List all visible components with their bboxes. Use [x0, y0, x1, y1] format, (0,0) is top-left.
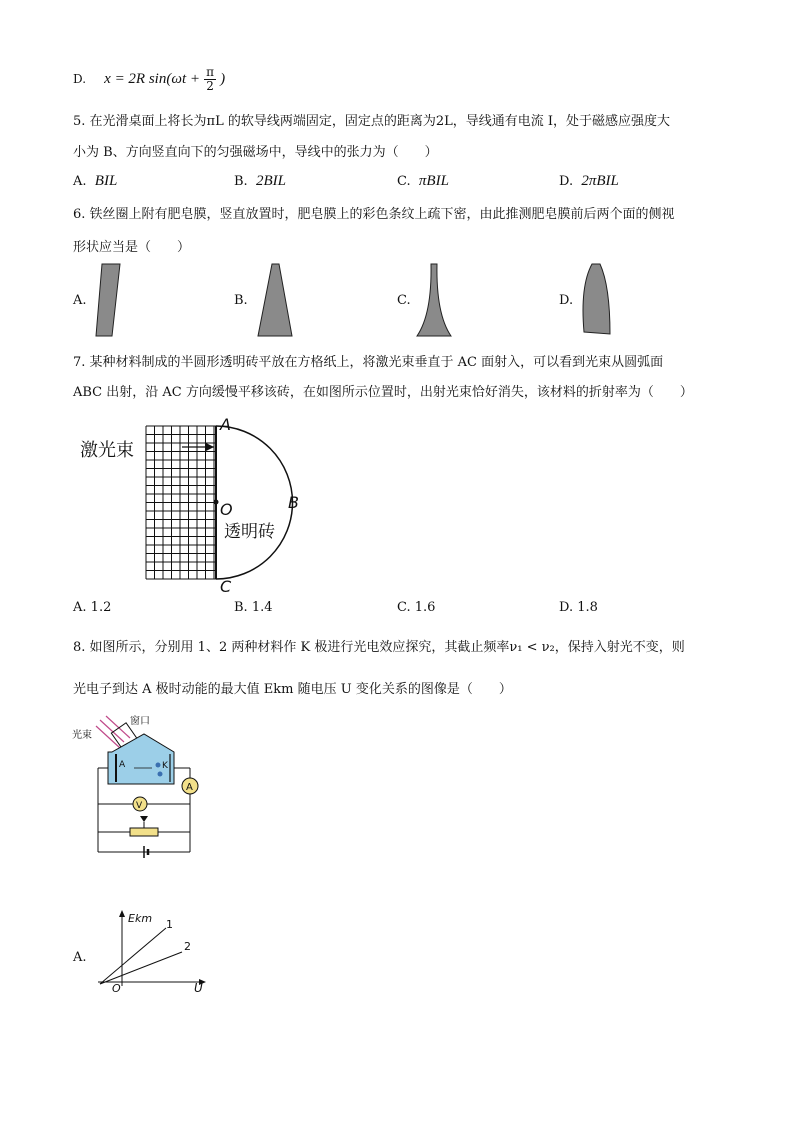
q7-label-o: O — [220, 500, 233, 519]
q5-option-a[interactable]: A. BIL — [73, 173, 118, 189]
q5-stem-line1: 5. 在光滑桌面上将长为πL 的软导线两端固定，固定点的距离为2L，导线通有电流 I，处于磁感应强度大 — [73, 114, 671, 129]
q8-option-a-graph[interactable] — [94, 908, 214, 992]
q8-graph-line2-label: 2 — [184, 940, 191, 953]
q8-graph-origin: O — [112, 982, 121, 992]
q6-shape-c[interactable] — [414, 262, 454, 338]
q7-brick-label: 透明砖 — [224, 522, 275, 542]
q8-circuit — [72, 712, 212, 858]
q4-option-d-formula: x = 2R sin(ωt + — [104, 71, 200, 87]
q8-stem-line1: 8. 如图所示，分别用 1、2 两种材料作 K 极进行光电效应探究，其截止频率ν₁ < ν₂，保持入射光不变，则 — [73, 640, 685, 655]
q6-option-c-label[interactable]: C. — [397, 293, 411, 308]
q4-option-d-fraction: $\frac{\pi}{2}$ — [206, 65, 215, 93]
q7-label-c: C — [220, 577, 232, 594]
q6-stem-line2: 形状应当是（ ） — [73, 240, 191, 255]
q6-shape-b[interactable] — [254, 262, 296, 338]
q6-option-a-label[interactable]: A. — [73, 293, 87, 308]
q5-option-c[interactable]: C. πBIL — [397, 173, 449, 189]
q8-label-cathode: K — [162, 761, 168, 771]
q8-graph-y-axis: Ekm — [128, 912, 153, 925]
q8-graph-x-axis: U — [194, 981, 203, 992]
q7-label-b: B — [288, 493, 299, 512]
q6-shape-d[interactable] — [578, 262, 614, 338]
q6-option-b-label[interactable]: B. — [234, 293, 248, 308]
q8-light-label: 光束 — [72, 730, 92, 741]
q5-stem-line2: 小为 B、方向竖直向下的匀强磁场中，导线中的张力为（ ） — [73, 145, 438, 160]
q7-label-a: A — [220, 415, 231, 434]
q8-voltmeter-label: V — [136, 801, 143, 811]
q8-window-label: 窗口 — [130, 716, 150, 727]
q6-option-d-label[interactable]: D. — [559, 293, 574, 308]
q8-stem-line2: 光电子到达 A 极时动能的最大值 Ekm 随电压 U 变化关系的图像是（ ） — [73, 682, 512, 697]
q7-option-a[interactable]: A. 1.2 — [73, 600, 112, 615]
q7-option-c[interactable]: C. 1.6 — [397, 600, 436, 615]
q5-option-d[interactable]: D. 2πBIL — [559, 173, 619, 189]
q7-option-b[interactable]: B. 1.4 — [234, 600, 273, 615]
q8-option-a-label[interactable]: A. — [73, 950, 87, 965]
q4-option-d-label: D. — [73, 72, 87, 86]
q7-option-d[interactable]: D. 1.8 — [559, 600, 598, 615]
q6-stem-line1: 6. 铁丝圈上附有肥皂膜，竖直放置时，肥皂膜上的彩色条纹上疏下密，由此推测肥皂膜前后两个面的侧视 — [73, 207, 675, 222]
q7-stem-line1: 7. 某种材料制成的半圆形透明砖平放在方格纸上，将激光束垂直于 AC 面射入，可以看到光束从圆弧面 — [73, 355, 664, 370]
q7-laser-label: 激光束 — [80, 440, 134, 461]
q7-figure — [72, 414, 322, 594]
q6-shape-a[interactable] — [94, 262, 126, 338]
q8-graph-line1-label: 1 — [166, 918, 173, 931]
q8-label-anode: A — [119, 760, 126, 770]
q7-stem-line2: ABC 出射，沿 AC 方向缓慢平移该砖，在如图所示位置时，出射光束恰好消失，该材料的折射率为（ ） — [73, 385, 693, 400]
q5-option-b[interactable]: B. 2BIL — [234, 173, 286, 189]
q8-ammeter-label: A — [186, 782, 193, 793]
q4-option-d: D. x = 2R sin(ωt + $\frac{\pi}{2}$ ) — [73, 65, 226, 93]
